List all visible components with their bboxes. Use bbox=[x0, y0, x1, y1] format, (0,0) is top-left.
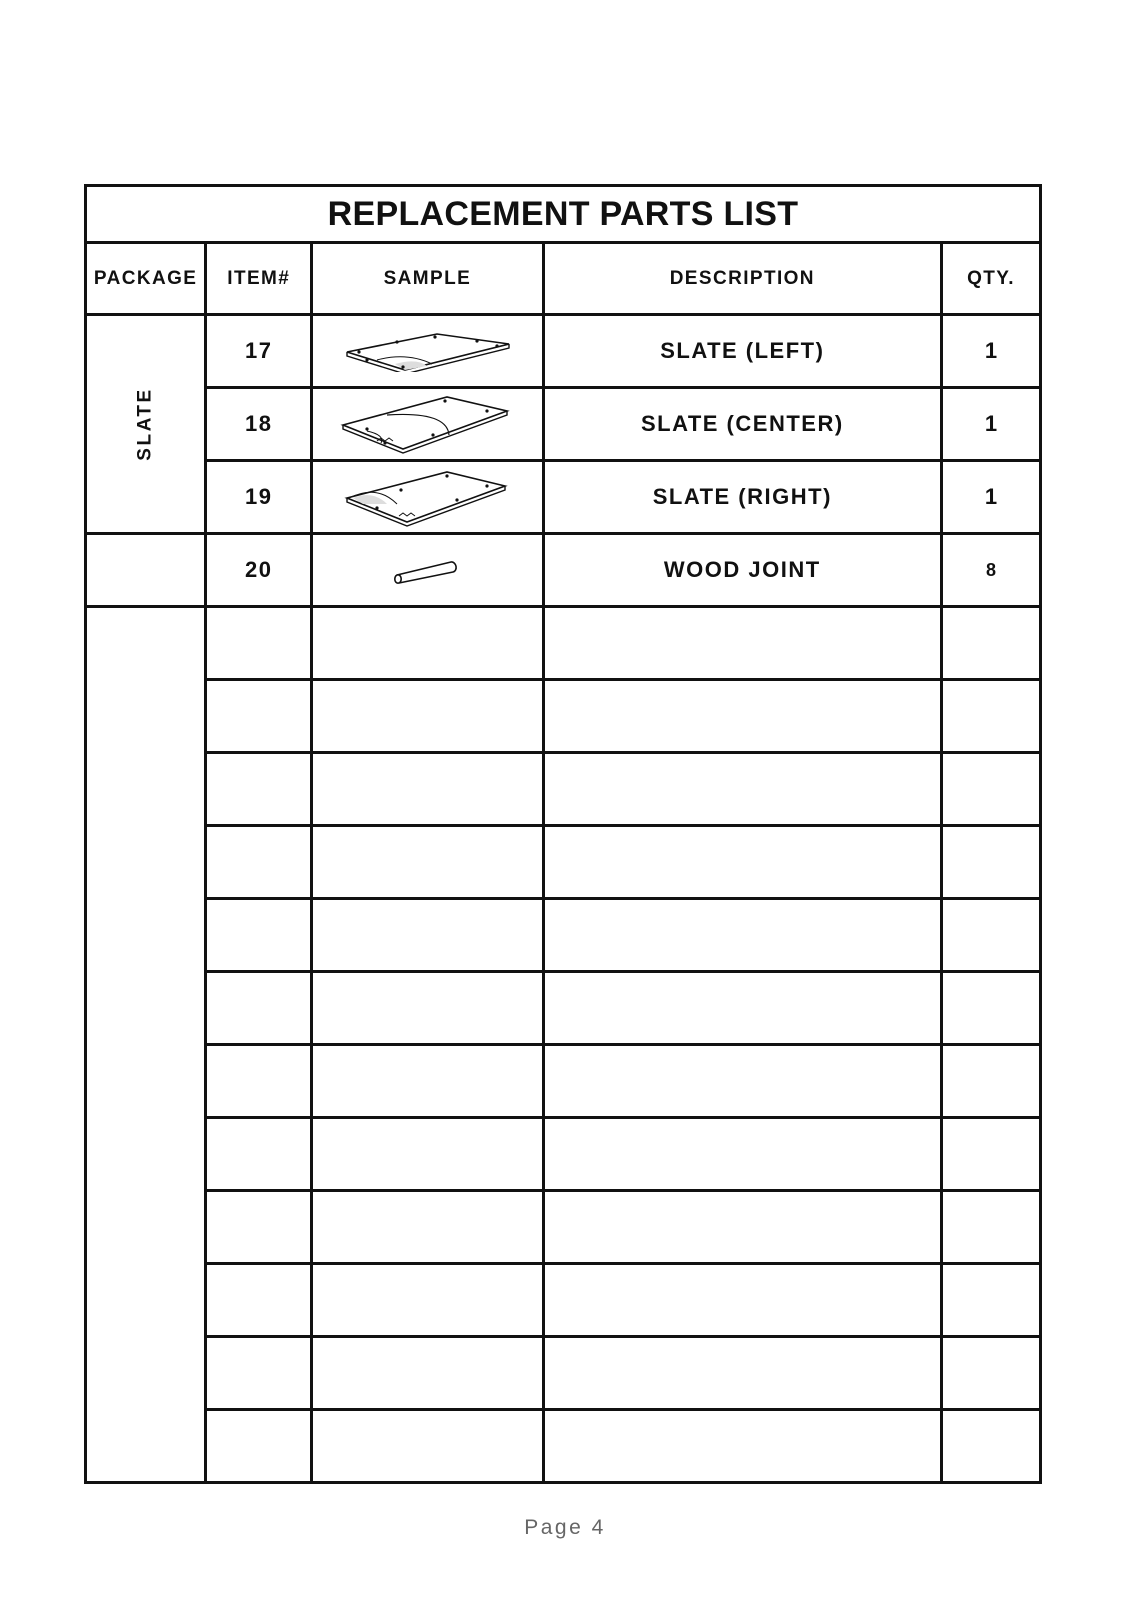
empty-cell bbox=[312, 1264, 543, 1337]
package-cell-slate bbox=[86, 315, 206, 534]
empty-cell bbox=[543, 1118, 941, 1191]
sample-cell bbox=[312, 315, 543, 388]
header-qty: QTY. bbox=[942, 243, 1041, 315]
wood-joint-icon bbox=[387, 555, 467, 585]
empty-cell bbox=[206, 826, 312, 899]
empty-cell bbox=[206, 899, 312, 972]
empty-cell bbox=[942, 1337, 1041, 1410]
sample-cell bbox=[312, 461, 543, 534]
table-row bbox=[86, 753, 1041, 826]
sample-cell bbox=[312, 534, 543, 607]
empty-cell bbox=[312, 826, 543, 899]
empty-cell bbox=[543, 826, 941, 899]
empty-cell bbox=[942, 1045, 1041, 1118]
item-number: 20 bbox=[206, 534, 312, 607]
empty-cell bbox=[942, 607, 1041, 680]
quantity: 1 bbox=[942, 388, 1041, 461]
package-cell-empty bbox=[86, 534, 206, 607]
table-row bbox=[86, 1337, 1041, 1410]
empty-cell bbox=[543, 1045, 941, 1118]
empty-cell bbox=[206, 680, 312, 753]
table-row bbox=[86, 972, 1041, 1045]
slate-left-icon bbox=[337, 330, 517, 372]
table-row bbox=[86, 1118, 1041, 1191]
empty-cell bbox=[206, 1264, 312, 1337]
header-item: ITEM# bbox=[206, 243, 312, 315]
table-row bbox=[86, 534, 1041, 607]
empty-cell bbox=[312, 1118, 543, 1191]
empty-cell bbox=[543, 1410, 941, 1483]
table-row bbox=[86, 1410, 1041, 1483]
empty-cell bbox=[942, 1264, 1041, 1337]
item-number: 19 bbox=[206, 461, 312, 534]
empty-cell bbox=[206, 1410, 312, 1483]
table-row bbox=[86, 899, 1041, 972]
table-row bbox=[86, 1191, 1041, 1264]
quantity: 1 bbox=[942, 461, 1041, 534]
table-row bbox=[86, 315, 1041, 388]
header-sample: SAMPLE bbox=[312, 243, 543, 315]
description: WOOD JOINT bbox=[543, 534, 941, 607]
empty-cell bbox=[942, 1410, 1041, 1483]
table-row bbox=[86, 607, 1041, 680]
empty-cell bbox=[312, 1337, 543, 1410]
empty-cell bbox=[312, 607, 543, 680]
table-row bbox=[86, 1045, 1041, 1118]
table-title: REPLACEMENT PARTS LIST bbox=[86, 186, 1041, 243]
empty-cell bbox=[942, 972, 1041, 1045]
empty-cell bbox=[206, 753, 312, 826]
empty-cell bbox=[543, 899, 941, 972]
package-cell-empty bbox=[86, 607, 206, 1483]
slate-right-icon bbox=[337, 464, 517, 530]
empty-cell bbox=[543, 972, 941, 1045]
empty-cell bbox=[312, 753, 543, 826]
table-row bbox=[86, 1264, 1041, 1337]
empty-cell bbox=[543, 680, 941, 753]
table-row bbox=[86, 680, 1041, 753]
header-row bbox=[86, 243, 1041, 315]
empty-cell bbox=[312, 680, 543, 753]
table-row bbox=[86, 826, 1041, 899]
slate-center-icon bbox=[337, 391, 517, 457]
header-package: PACKAGE bbox=[86, 243, 206, 315]
quantity: 1 bbox=[942, 315, 1041, 388]
package-label: SLATE bbox=[134, 387, 156, 461]
header-description: DESCRIPTION bbox=[543, 243, 941, 315]
title-row bbox=[86, 186, 1041, 243]
description: SLATE (LEFT) bbox=[543, 315, 941, 388]
item-number: 17 bbox=[206, 315, 312, 388]
empty-cell bbox=[206, 1045, 312, 1118]
empty-cell bbox=[206, 607, 312, 680]
sample-cell bbox=[312, 388, 543, 461]
table-row bbox=[86, 388, 1041, 461]
replacement-parts-table bbox=[84, 184, 1042, 1484]
table-row bbox=[86, 461, 1041, 534]
empty-cell bbox=[543, 753, 941, 826]
empty-cell bbox=[206, 1191, 312, 1264]
parts-list-sheet bbox=[84, 184, 1127, 1496]
page-number: Page 4 bbox=[524, 1516, 606, 1539]
empty-cell bbox=[942, 680, 1041, 753]
empty-cell bbox=[206, 972, 312, 1045]
empty-cell bbox=[312, 1410, 543, 1483]
empty-cell bbox=[312, 1191, 543, 1264]
empty-cell bbox=[312, 972, 543, 1045]
empty-cell bbox=[942, 753, 1041, 826]
empty-cell bbox=[942, 826, 1041, 899]
empty-cell bbox=[942, 1191, 1041, 1264]
item-number: 18 bbox=[206, 388, 312, 461]
description: SLATE (RIGHT) bbox=[543, 461, 941, 534]
empty-cell bbox=[312, 899, 543, 972]
empty-cell bbox=[206, 1118, 312, 1191]
empty-cell bbox=[543, 1337, 941, 1410]
quantity: 8 bbox=[942, 534, 1041, 607]
empty-cell bbox=[206, 1337, 312, 1410]
empty-cell bbox=[942, 1118, 1041, 1191]
description: SLATE (CENTER) bbox=[543, 388, 941, 461]
empty-cell bbox=[312, 1045, 543, 1118]
empty-cell bbox=[543, 1264, 941, 1337]
empty-cell bbox=[543, 607, 941, 680]
empty-cell bbox=[942, 899, 1041, 972]
empty-cell bbox=[543, 1191, 941, 1264]
